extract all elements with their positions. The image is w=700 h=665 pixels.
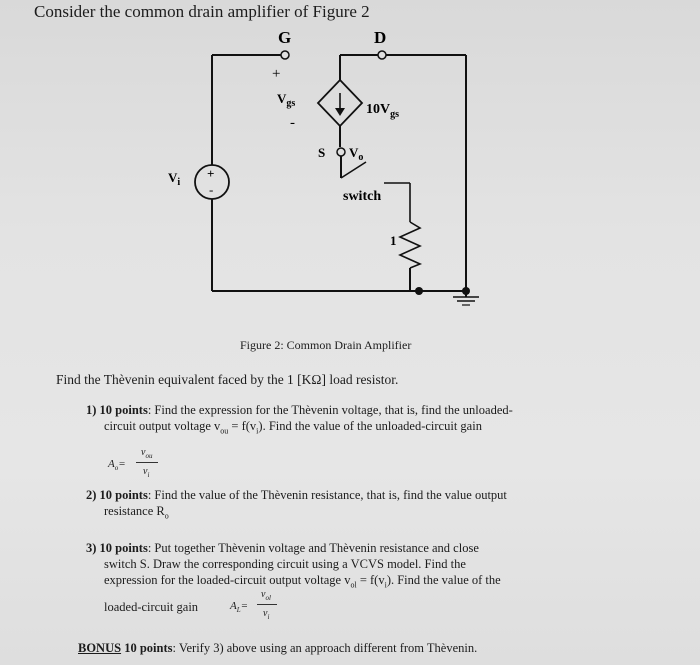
- switch-label: switch: [343, 189, 382, 204]
- q3-gain-denominator: $v_i$: [263, 608, 270, 621]
- q3-gain-numerator: $v_{ol}$: [261, 589, 271, 602]
- q1-line-2: circuit output voltage $v_{ou} = f(v_i)$. Find the value of the unloaded-circuit gain: [104, 419, 482, 436]
- q1-gain-lhs: $A_o=$: [108, 458, 126, 473]
- node-g-label: G: [278, 28, 292, 47]
- q2-line-1: 2) 10 points: Find the value of the Thèvenin resistance, that is, find the value output: [86, 488, 507, 502]
- vgs-label: $V_{gs}$: [277, 91, 296, 109]
- q2-line-2: resistance $R_o$: [104, 504, 169, 521]
- q3-gain-lhs: $A_L=$: [230, 600, 249, 615]
- current-arrow-head: [335, 108, 345, 116]
- node-s-label: S: [318, 145, 326, 160]
- gate-terminal: [281, 51, 289, 59]
- question-1: [86, 402, 646, 440]
- resistor-value-label: 1: [390, 233, 397, 248]
- task-intro: Find the Thèvenin equivalent faced by the 1 [KΩ] load resistor.: [56, 372, 399, 387]
- q1-fraction-bar: [136, 462, 158, 463]
- load-resistor: [400, 222, 420, 268]
- q1-gain-denominator: $v_i$: [143, 466, 150, 479]
- dependent-source-label: $10V_{gs}$: [366, 102, 400, 120]
- q3-line-4: loaded-circuit gain: [104, 600, 199, 614]
- node-d-label: D: [374, 28, 387, 47]
- q3-line-1: 3) 10 points: Put together Thèvenin voltage and Thèvenin resistance and close: [86, 541, 479, 555]
- problem-header: Consider the common drain amplifier of Figure 2: [34, 2, 370, 21]
- vgs-minus-sign: -: [290, 115, 295, 131]
- q3-line-2: switch S. Draw the corresponding circuit using a VCVS model. Find the: [104, 557, 466, 571]
- q1-line-1: 1) 10 points: Find the expression for the Thèvenin voltage, that is, find the unloaded-: [86, 403, 513, 417]
- junction-dot: [415, 287, 423, 295]
- bonus-question: BONUS 10 points: Verify 3) above using an approach different from Thèvenin.: [78, 641, 478, 655]
- figure-caption: Figure 2: Common Drain Amplifier: [240, 338, 412, 352]
- vi-plus-sign: +: [207, 166, 215, 181]
- source-terminal: [337, 148, 345, 156]
- vi-minus-sign: -: [209, 182, 214, 197]
- q1-gain-numerator: $v_{ou}$: [141, 447, 153, 460]
- circuit-diagram: [150, 20, 490, 320]
- q3-fraction-bar: [257, 604, 277, 605]
- drain-terminal: [378, 51, 386, 59]
- q3-line-3: expression for the loaded-circuit output voltage $v_{ol} = f(v_i)$. Find the value of the: [104, 573, 501, 590]
- vo-label: $V_o$: [349, 145, 364, 163]
- question-3: [86, 540, 646, 594]
- question-2: [86, 487, 646, 525]
- vgs-plus-sign: +: [272, 66, 281, 82]
- junction-dot: [462, 287, 470, 295]
- vi-label: $V_i$: [168, 170, 181, 188]
